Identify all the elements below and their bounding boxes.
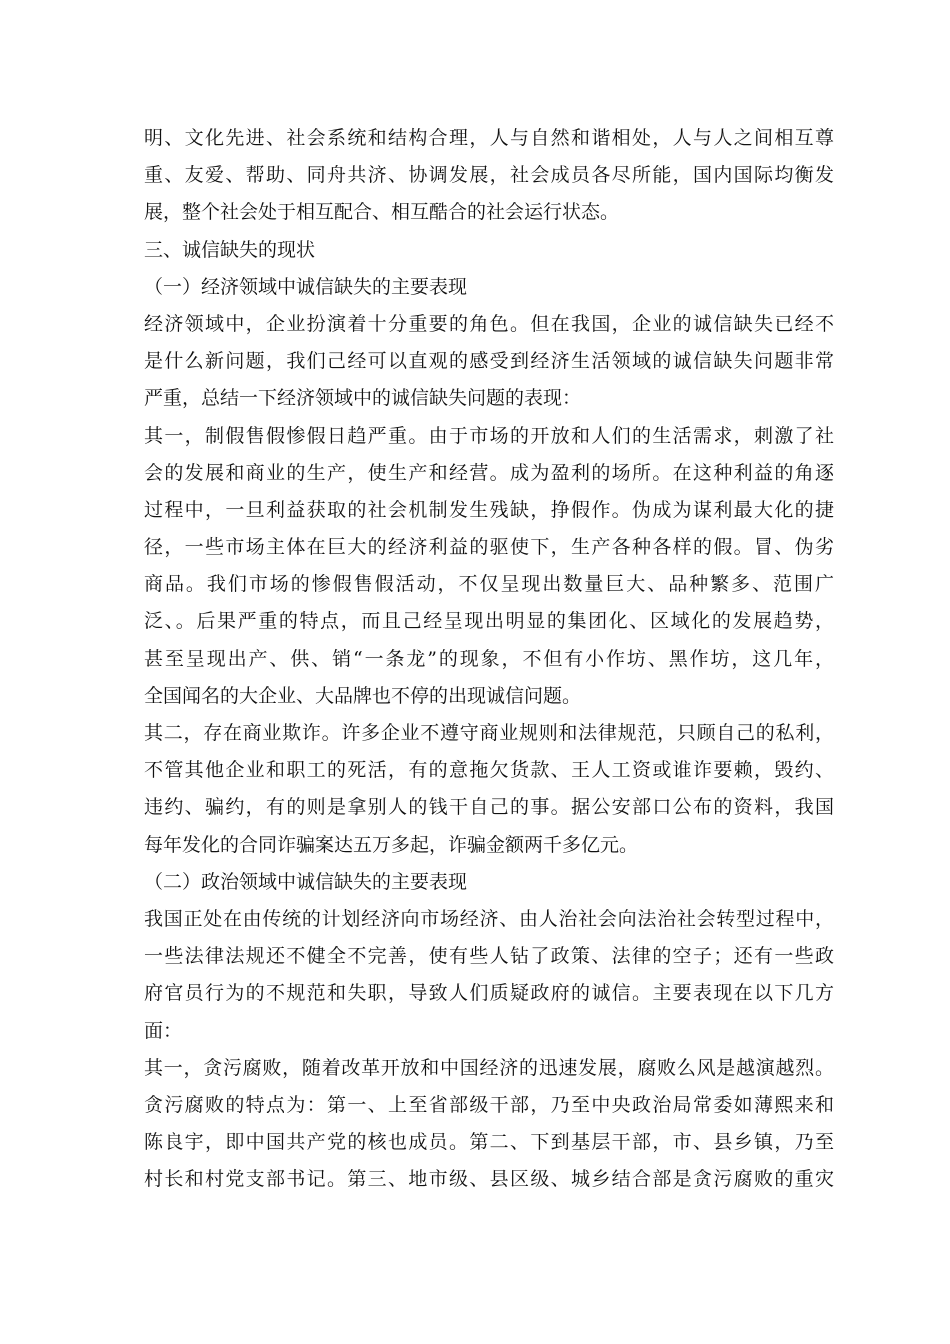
text-line-3: 展，整个社会处于相互配合、相互酷合的社会运行状态。 <box>144 201 620 224</box>
text-line-9: 其一，制假售假惨假日趋严重。由于市场的开放和人们的生活需求，刺激了社 <box>144 424 834 447</box>
text-line-2: 重、友爱、帮助、同舟共济、协调发展，社会成员各尽所能，国内国际均衡发 <box>144 164 834 187</box>
text-line-14: 泛、。后果严重的特点，而且己经呈现出明显的集团化、区域化的发展趋势， <box>144 610 834 633</box>
text-line-23: 一些法律法规还不健全不完善，使有些人钻了政策、法律的空子；还有一些政 <box>144 945 834 968</box>
text-line-8: 严重，总结一下经济领域中的诚信缺失问题的表现： <box>144 387 582 410</box>
document-body <box>144 120 834 1198</box>
text-line-18: 不管其他企业和职工的死活，有的意拖欠货款、王人工资或谁诈要赖，毁约、 <box>144 759 834 782</box>
text-line-29: 村长和村党支部书记。第三、地市级、县区级、城乡结合部是贪污腐败的重灾 <box>144 1168 834 1191</box>
text-line-25: 面： <box>144 1019 183 1042</box>
text-line-15: 甚至呈现出产、供、销“一条龙”的现象，不但有小作坊、黑作坊，这几年， <box>144 647 834 670</box>
text-line-7: 是什么新问题，我们己经可以直观的感受到经济生活领域的诚信缺失问题非常 <box>144 350 834 373</box>
subsection-heading-economy: （一）经济领域中诚信缺失的主要表现 <box>144 275 468 298</box>
text-line-16: 全国闻名的大企业、大品牌也不停的出现诚信问题。 <box>144 684 582 707</box>
text-line-20: 每年发化的合同诈骗案达五万多起，诈骗金额两千多亿元。 <box>144 833 639 856</box>
text-line-22: 我国正处在由传统的计划经济向市场经济、由人治社会向法治社会转型过程中， <box>144 907 834 930</box>
text-line-10: 会的发展和商业的生产，使生产和经营。成为盈利的场所。在这种利益的角逐 <box>144 461 834 484</box>
text-line-11: 过程中，一旦利益获取的社会机制发生残缺，挣假作。伪成为谋利最大化的捷 <box>144 498 834 521</box>
text-line-24: 府官员行为的不规范和失职，导致人们质疑政府的诚信。主要表现在以下几方 <box>144 982 834 1005</box>
section-heading-3: 三、诚信缺失的现状 <box>144 238 316 261</box>
subsection-heading-politics: （二）政治领域中诚信缺失的主要表现 <box>144 870 468 893</box>
text-line-27: 贪污腐败的特点为：第一、上至省部级干部，乃至中央政治局常委如薄熙来和 <box>144 1093 834 1116</box>
text-line-28: 陈良宇，即中国共产党的核也成员。第二、下到基层干部，市、县乡镇，乃至 <box>144 1131 834 1154</box>
text-line-13: 商品。我们市场的惨假售假活动，不仅呈现出数量巨大、品种繁多、范围广 <box>144 573 834 596</box>
text-line-17: 其二，存在商业欺诈。许多企业不遵守商业规则和法律规范，只顾自己的私利， <box>144 722 834 744</box>
text-line-1: 明、文化先进、社会系统和结构合理，人与自然和谐相处，人与人之间相互尊 <box>144 127 834 149</box>
text-line-19: 违约、骗约，有的则是拿别人的钱干自己的事。据公安部口公布的资料，我国 <box>144 796 834 819</box>
text-line-26: 其一，贪污腐败，随着改革开放和中国经济的迅速发展，腐败么风是越演越烈。 <box>144 1056 834 1079</box>
text-line-12: 径，一些市场主体在巨大的经济利益的驱使下，生产各种各样的假。冒、伪劣 <box>144 536 834 559</box>
text-line-6: 经济领域中，企业扮演着十分重要的角色。但在我国，企业的诚信缺失已经不 <box>144 312 834 335</box>
